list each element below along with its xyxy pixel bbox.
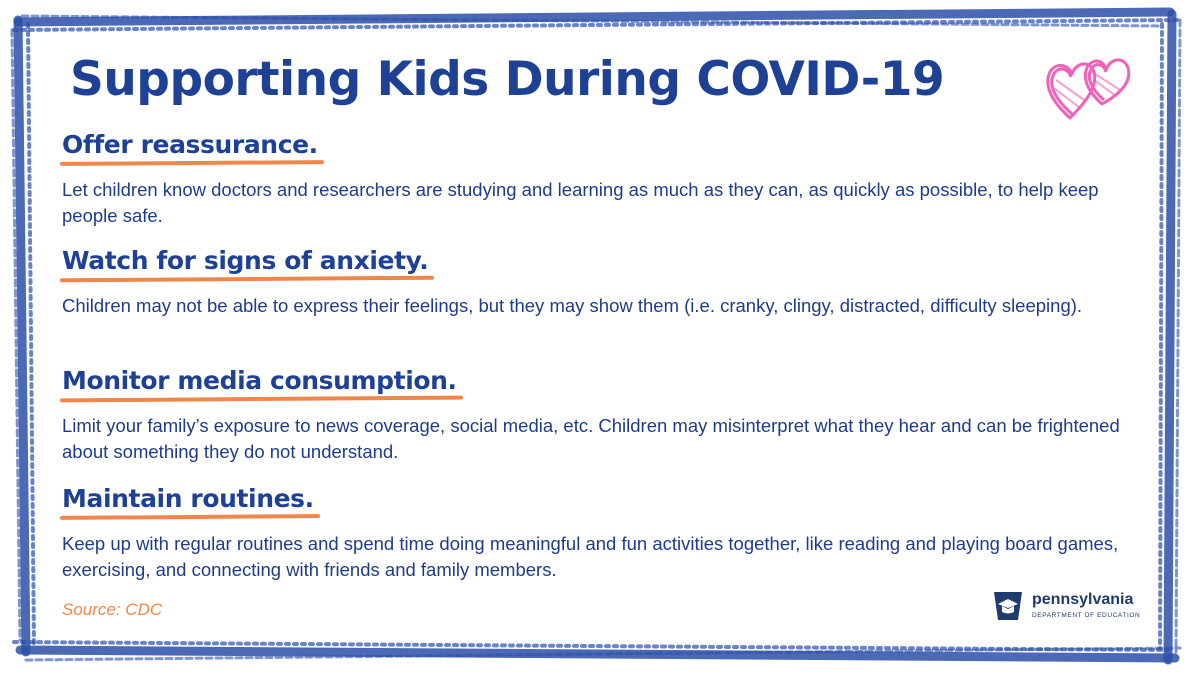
section-body: Keep up with regular routines and spend time doing meaningful and fun activities together, like reading and playing board games, exercising, and connecting with friends and family members. [62, 533, 1119, 580]
hearts-icon [1040, 40, 1140, 140]
logo-name: pennsylvania [1032, 591, 1134, 608]
section-body: Let children know doctors and researchers are studying and learning as much as they can, as quickly as possible, to help keep people safe. [62, 179, 1099, 226]
section-monitor-media [62, 366, 1142, 465]
page-title: Supporting Kids During COVID-19 [70, 52, 945, 107]
logo-subtitle: DEPARTMENT OF EDUCATION [1032, 612, 1141, 619]
section-heading: Maintain routines. [62, 484, 314, 519]
section-heading: Monitor media consumption. [62, 366, 457, 401]
section-heading: Offer reassurance. [62, 130, 318, 165]
source-note: Source: CDC [62, 600, 163, 619]
section-offer-reassurance [62, 130, 1142, 229]
section-body: Limit your family’s exposure to news coverage, social media, etc. Children may misinterpret what they hear and can be frightened about something they do not understand. [62, 415, 1120, 462]
pa-education-logo [990, 588, 1150, 628]
keystone-logo-icon [990, 588, 1026, 624]
section-body: Children may not be able to express their feelings, but they may show them (i.e. cranky, clingy, distracted, difficulty sleeping). [62, 295, 1083, 316]
section-watch-anxiety [62, 246, 1142, 319]
section-heading: Watch for signs of anxiety. [62, 246, 428, 281]
section-maintain-routines [62, 484, 1142, 583]
